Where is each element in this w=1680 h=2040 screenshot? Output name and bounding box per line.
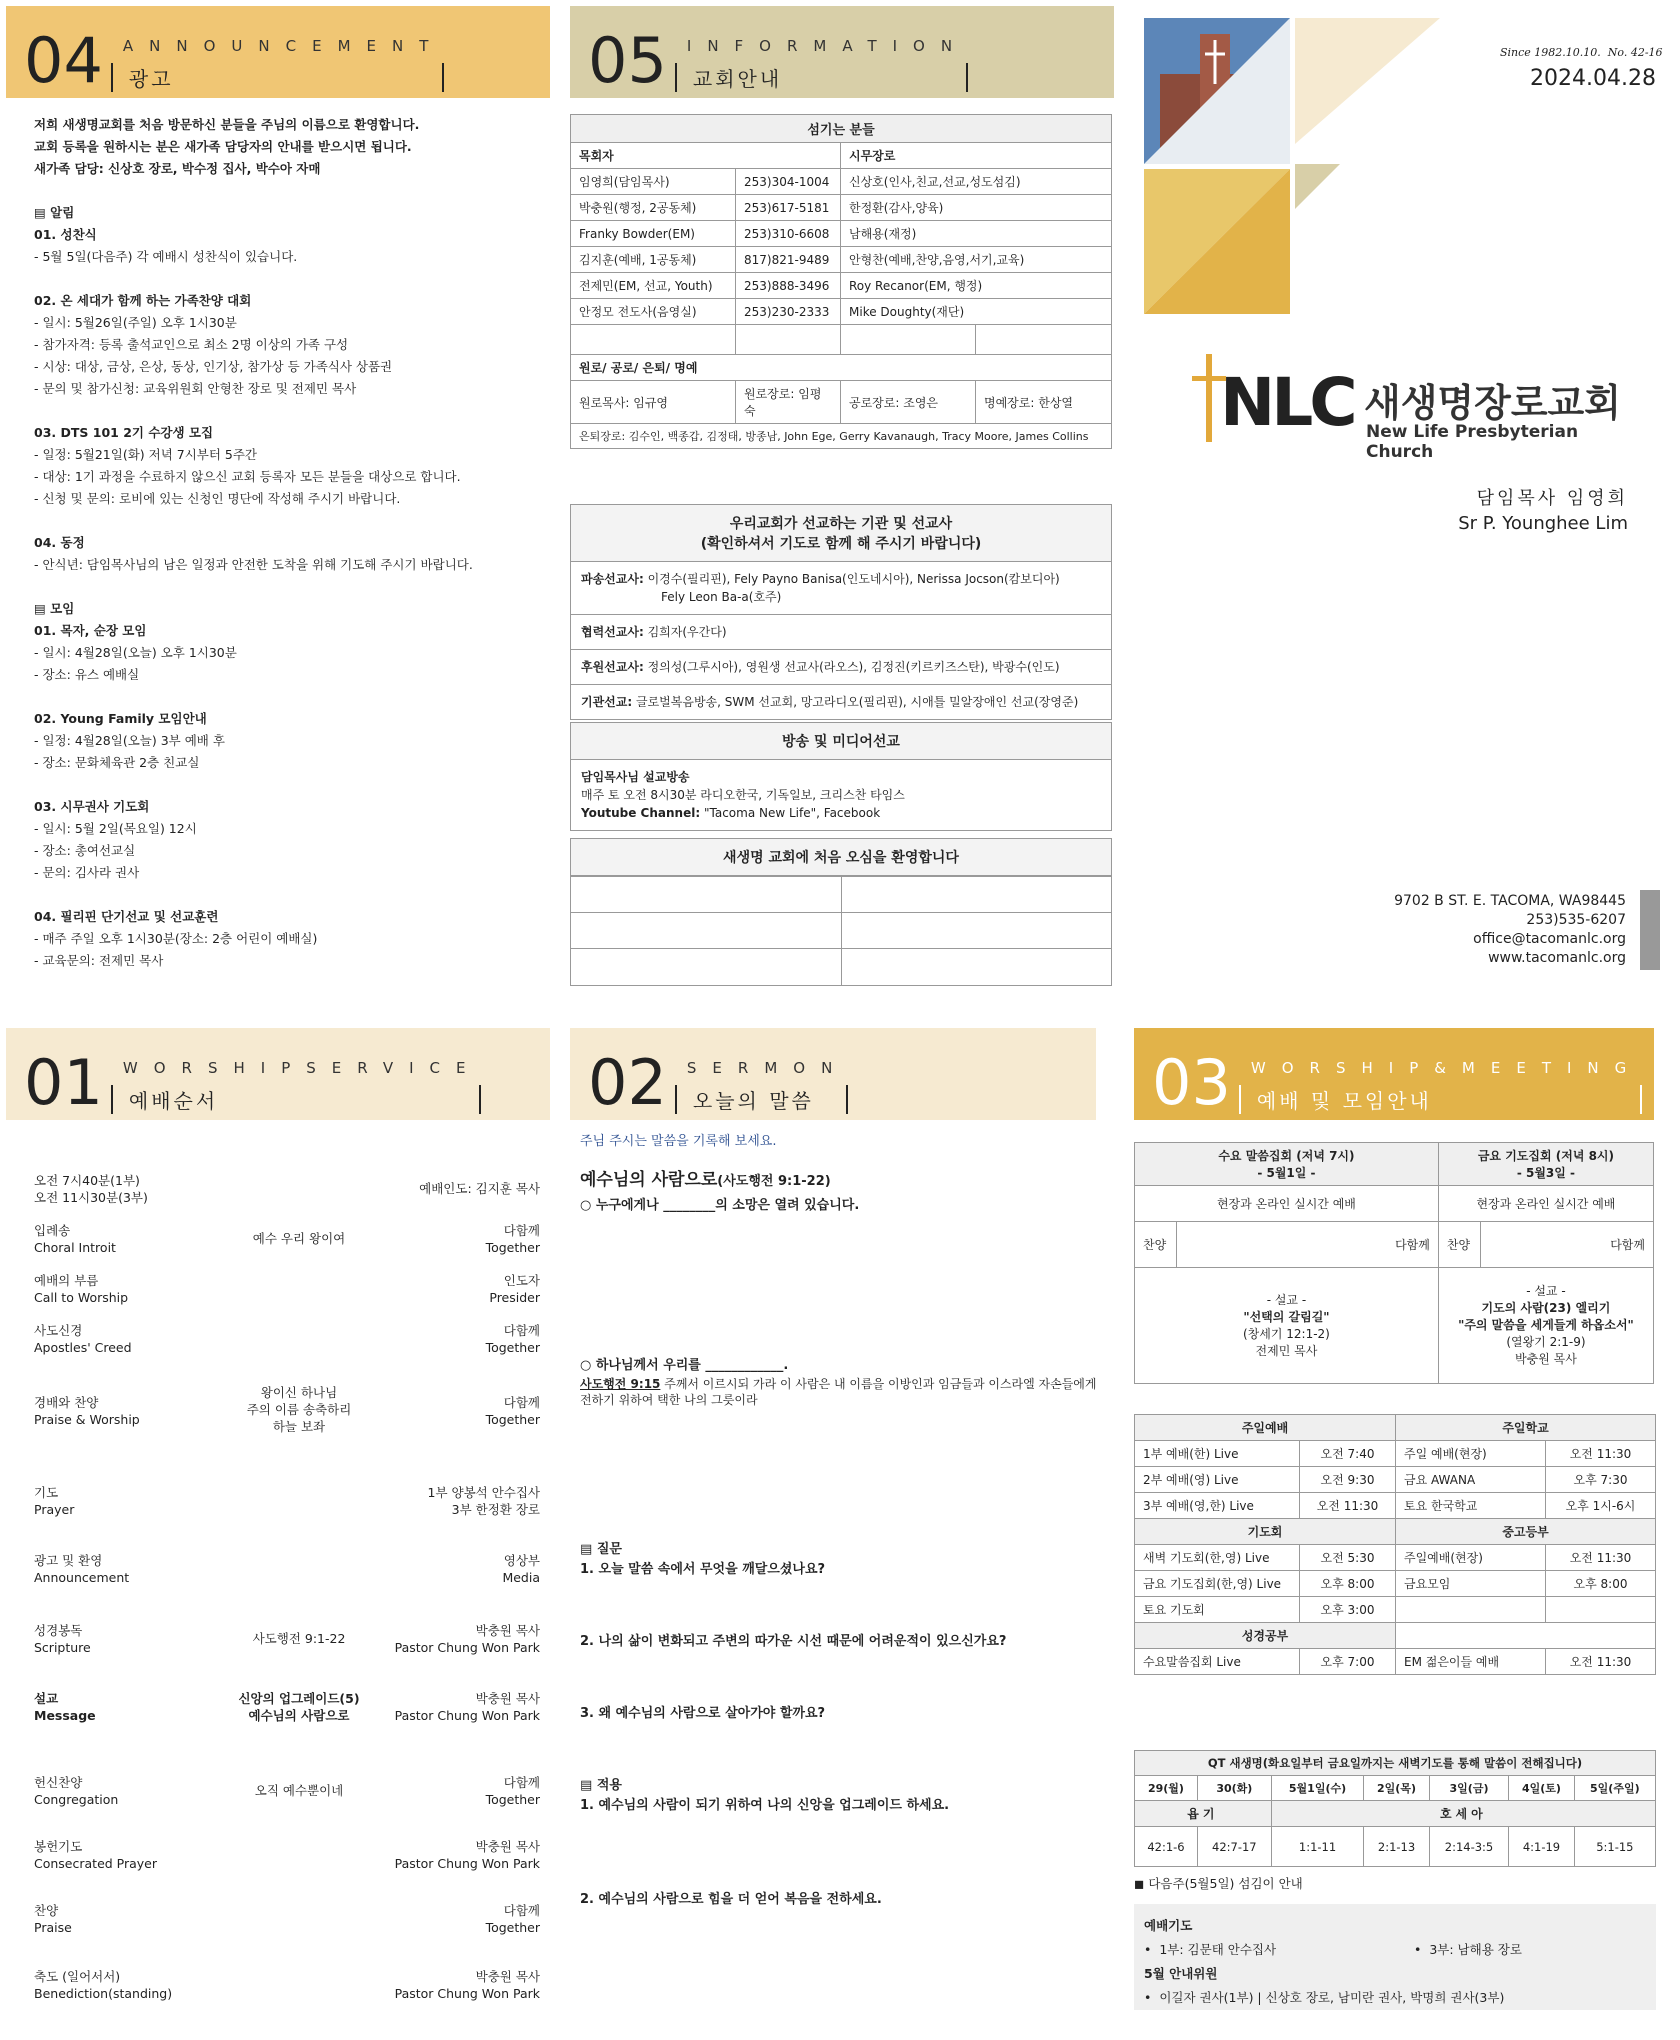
section-label: 알림 xyxy=(50,205,75,220)
table-row: 수요말씀집회 Live 오후 7:00 EM 젊은이들 예배 오전 11:30 xyxy=(1135,1649,1656,1675)
staff-table xyxy=(570,114,1112,449)
order-leader: 박충원 목사 Pastor Chung Won Park xyxy=(394,1623,540,1655)
order-item xyxy=(34,1968,540,2014)
order-label: 헌신찬양 Congregation xyxy=(34,1775,119,1807)
order-label: 기도 Prayer xyxy=(34,1485,75,1517)
notice-line: - 안식년: 담임목사님의 남은 일정과 안전한 도착을 위해 기도해 주시기 바랍니다. xyxy=(34,557,473,572)
order-item xyxy=(34,1838,540,1884)
table-row: 3부 예배(영,한) Live 오전 11:30 토요 한국학교 오후 1시-6시 xyxy=(1135,1493,1656,1519)
meeting-line: - 일시: 4월28일(오늘) 오후 1시30분 xyxy=(34,645,237,660)
sermon-notes xyxy=(580,1132,1100,1910)
circle-icon: ○ xyxy=(580,1358,596,1373)
meeting-line: - 장소: 총여선교실 xyxy=(34,843,136,858)
table-row: 원로목사: 임규영 원로장로: 임평숙 공로장로: 조영은 명예장로: 한상열 xyxy=(571,381,1112,424)
order-leader: 박충원 목사 Pastor Chung Won Park xyxy=(394,1969,540,2001)
notice-title: 01. 성찬식 xyxy=(34,227,97,242)
media-box: 방송 및 미디어선교 담임목사님 설교방송 매주 토 오전 8시30분 라디오한국, 기독일보, 크리스찬 타임스 Youtube Channel: "Tacoma New Life", Facebook xyxy=(570,722,1112,831)
application-heading: 적용 xyxy=(596,1778,622,1793)
order-label: 입례송 Choral Introit xyxy=(34,1223,116,1255)
church-logo xyxy=(1192,354,1632,462)
welcome-box xyxy=(570,838,1112,986)
leader: 예배인도: 김지훈 목사 xyxy=(419,1181,540,1196)
circle-icon: ○ xyxy=(580,1198,596,1213)
table-row: 전제민(EM, 선교, Youth) 253)888-3496 Roy Recanor(EM, 행정) xyxy=(571,273,1112,299)
order-label: 경배와 찬양 Praise & Worship xyxy=(34,1395,140,1427)
list-icon: ▤ xyxy=(580,1778,597,1793)
church-collage-image xyxy=(1140,14,1450,334)
order-item xyxy=(34,1622,540,1668)
church-contact xyxy=(1394,892,1626,968)
column-header: 원로/ 공로/ 은퇴/ 명예 xyxy=(571,355,1112,381)
midweek-table: 수요 말씀집회 (저녁 7시) - 5월1일 - 금요 기도집회 (저녁 8시) - 5월3일 - 현장과 온라인 실시간 예배 현장과 온라인 실시간 예배 찬양 다함께 찬양 다함께 - 설교 - "선택의 갈림길" (창세기 12:1-2) 전제민 목사 - 설교 - 기도의 사람(23) 엘리기 "주의 말씀을 세게들게 하옵소서" (열왕기 2:1-9) 박충원 목사 xyxy=(1134,1142,1654,1384)
order-content: 왕이신 하나님 주의 이름 송축하리 하늘 보좌 xyxy=(246,1385,352,1434)
table-row: 김지훈(예배, 1공동체) 817)821-9489 안형찬(예배,찬양,음영,서기,교육) xyxy=(571,247,1112,273)
table-row: 안정모 전도사(음영실) 253)230-2333 Mike Doughty(재단) xyxy=(571,299,1112,325)
website: www.tacomanlc.org xyxy=(1488,950,1626,966)
church-name-en: New Life Presbyterian Church xyxy=(1366,422,1579,462)
notice-line: - 일정: 5월21일(화) 저녁 7시부터 5주간 xyxy=(34,447,258,462)
mission-row: 파송선교사: 이경수(필리핀), Fely Payno Banisa(인도네시아), Nerissa Jocson(캄보디아) Fely Leon Ba-a(호주) xyxy=(571,562,1111,615)
order-item xyxy=(34,1484,540,1530)
mission-box xyxy=(570,504,1112,720)
order-label: 봉헌기도 Consecrated Prayer xyxy=(34,1839,158,1871)
address: 9702 B ST. E. TACOMA, WA98445 xyxy=(1394,893,1626,909)
meeting-title: 03. 시무권사 기도회 xyxy=(34,799,150,814)
notice-line: - 신청 및 문의: 로비에 있는 신청인 명단에 작성해 주시기 바랍니다. xyxy=(34,491,401,506)
order-leader: 영상부 Media xyxy=(502,1553,540,1585)
qt-table: QT 새생명(화요일부터 금요일까지는 새벽기도를 통해 말씀이 전해집니다) 29(월) 30(화) 5월1일(수) 2일(목) 3일(금) 4일(토) 5일(주일) 욥기 호세아 42:1-6 42:7-17 1:1-11 2:1-13 2:14-3:5 4:1-19 5:1-15 xyxy=(1134,1750,1656,1867)
section-number: 01 xyxy=(24,1046,103,1119)
order-content: 오직 예수뿐이네 xyxy=(254,1783,344,1798)
meeting-line: - 매주 주일 오후 1시30분(장소: 2층 어린이 예배실) xyxy=(34,931,318,946)
application: 2. 예수님의 사람으로 힘을 더 얻어 복음을 전하세요. xyxy=(580,1892,882,1907)
welcome-title: 새생명 교회에 처음 오심을 환영합니다 xyxy=(571,839,1111,876)
section-title-en: ANNOUNCEMENT xyxy=(122,37,445,55)
order-content: 예수 우리 왕이여 xyxy=(252,1231,346,1246)
section-title-ko: 오늘의 말씀 xyxy=(675,1085,848,1114)
table-row: 1부 예배(한) Live 오전 7:40 주일 예배(현장) 오전 11:30 xyxy=(1135,1441,1656,1467)
meeting-line: - 교육문의: 전제민 목사 xyxy=(34,953,164,968)
order-item xyxy=(34,1552,540,1598)
sermon-title: 예수님의 사람으로 xyxy=(580,1170,718,1190)
meeting-line: - 일정: 4월28일(오늘) 3부 예배 후 xyxy=(34,733,225,748)
question-heading: 질문 xyxy=(596,1542,622,1557)
section-title-ko: 예배순서 xyxy=(111,1085,482,1114)
table-row: 박충원(행정, 2공동체) 253)617-5181 한정환(감사,양육) xyxy=(571,195,1112,221)
order-leader: 다함께 Together xyxy=(485,1323,540,1355)
sermon-instruction: 주님 주시는 말씀을 기록해 보세요. xyxy=(580,1134,777,1149)
mission-row: 협력선교사: 김희자(우간다) xyxy=(571,615,1111,650)
list-icon: ▤ xyxy=(580,1542,597,1557)
list-icon: ▤ xyxy=(34,205,51,220)
table-row: 새벽 기도회(한,영) Live 오전 5:30 주일예배(현장) 오전 11:30 xyxy=(1135,1545,1656,1571)
order-content: 신앙의 업그레이드(5) 예수님의 사람으로 xyxy=(238,1691,360,1723)
meeting-line: - 장소: 유스 예배실 xyxy=(34,667,140,682)
media-title: 방송 및 미디어선교 xyxy=(571,723,1111,760)
media-heading: 담임목사님 설교방송 xyxy=(581,770,690,784)
order-leader: 박충원 목사 Pastor Chung Won Park xyxy=(394,1691,540,1723)
meeting-line: - 일시: 5월 2일(목요일) 12시 xyxy=(34,821,197,836)
intro-line: 새가족 담당: 신상호 장로, 박수정 집사, 박수아 자매 xyxy=(34,161,321,176)
intro-line: 저희 새생명교회를 처음 방문하신 분들을 주님의 이름으로 환영합니다. xyxy=(34,117,420,132)
order-item xyxy=(34,1272,540,1318)
sermon-header xyxy=(570,1028,1096,1120)
table-row xyxy=(571,325,1112,355)
section-title-ko: 예배 및 모임안내 xyxy=(1239,1085,1642,1114)
order-label: 성경봉독 Scripture xyxy=(34,1623,91,1655)
section-number: 02 xyxy=(588,1046,667,1119)
notice-line: - 문의 및 참가신청: 교육위원회 안형찬 장로 및 전제민 목사 xyxy=(34,381,357,396)
order-label: 축도 (일어서서) Benediction(standing) xyxy=(34,1969,173,2001)
notice-title: 04. 동정 xyxy=(34,535,85,550)
order-leader: 1부 양봉석 안수집사 3부 한정환 장로 xyxy=(427,1485,540,1517)
section-number: 04 xyxy=(24,24,103,97)
email: office@tacomanlc.org xyxy=(1473,931,1626,947)
order-leader: 다함께 Together xyxy=(485,1903,540,1935)
pastor-ko: 담임목사 임영희 xyxy=(1476,488,1628,509)
application: 1. 예수님의 사람이 되기 위하여 나의 신앙을 업그레이드 하세요. xyxy=(580,1798,950,1813)
column-header: 목회자 xyxy=(571,143,841,169)
since-label: Since 1982.10.10. No. 42-16 xyxy=(1500,46,1663,59)
notice-title: 02. 온 세대가 함께 하는 가족찬양 대회 xyxy=(34,293,252,308)
notice-line: - 참가자격: 등록 출석교인으로 최소 2명 이상의 가족 구성 xyxy=(34,337,349,352)
square-icon: ◼ xyxy=(1134,1876,1149,1891)
order-leader: 다함께 Together xyxy=(485,1395,540,1427)
meeting-title: 01. 목자, 순장 모임 xyxy=(34,623,147,638)
notice-line: - 시상: 대상, 금상, 은상, 동상, 인기상, 참가상 등 가족식사 상품권 xyxy=(34,359,393,374)
notice-line: - 대상: 1기 과정을 수료하지 않으신 교회 등록자 모든 분들을 대상으로 합니다. xyxy=(34,469,461,484)
next-week-label: ◼ 다음주(5월5일) 섬김이 안내 xyxy=(1134,1876,1303,1891)
church-name-ko: 새생명장로교회 xyxy=(1364,381,1621,425)
side-bar xyxy=(1640,890,1660,970)
order-label: 광고 및 환영 Announcement xyxy=(34,1553,130,1585)
meeting-title: 02. Young Family 모임안내 xyxy=(34,711,207,726)
question: 3. 왜 예수님의 사람으로 살아가야 할까요? xyxy=(580,1706,826,1721)
phone: 253)535-6207 xyxy=(1526,912,1626,928)
section-number: 03 xyxy=(1152,1046,1231,1119)
question: 2. 나의 삶이 변화되고 주변의 따가운 시선 때문에 어려운적이 있으신가요? xyxy=(580,1634,1007,1649)
section-title-en: WORSHIP&MEETING xyxy=(1250,1059,1643,1077)
verse-text: 주께서 이르시되 가라 이 사람은 내 이름을 이방인과 임금들과 이스라엘 자손들에게 전하기 위하여 택한 나의 그릇이라 xyxy=(580,1377,1097,1407)
order-item xyxy=(34,1774,540,1820)
information-header xyxy=(570,6,1114,98)
intro-line: 교회 등록을 원하시는 분은 새가족 담당자의 안내를 받으시면 됩니다. xyxy=(34,139,412,154)
logo-text: NLC xyxy=(1220,364,1354,441)
media-line: 매주 토 오전 8시30분 라디오한국, 기독일보, 크리스찬 타임스 xyxy=(581,788,905,802)
section-title-en: SERMON xyxy=(686,1059,849,1077)
order-item xyxy=(34,1322,540,1368)
bulletin-date: 2024.04.28 xyxy=(1530,66,1656,91)
order-item xyxy=(34,1690,540,1736)
mission-row: 후원선교사: 정의성(그루시아), 영원생 선교사(라오스), 김정진(키르키즈스탄), 박광수(인도) xyxy=(571,650,1111,685)
section-title-ko: 광고 xyxy=(111,63,444,92)
table-row: 임영희(담임목사) 253)304-1004 신상호(인사,친교,선교,성도섬김) xyxy=(571,169,1112,195)
section-number: 05 xyxy=(588,24,667,97)
section-label: 모임 xyxy=(50,601,75,616)
mission-title: 우리교회가 선교하는 기관 및 선교사 xyxy=(729,516,953,532)
order-label: 사도신경 Apostles' Creed xyxy=(34,1323,132,1355)
verse-reference: 사도행전 9:15 xyxy=(580,1377,661,1391)
table-title: 섬기는 분들 xyxy=(571,115,1112,143)
sermon-point: 누구에게나 ________의 소망은 열려 있습니다. xyxy=(595,1198,860,1213)
list-icon: ▤ xyxy=(34,601,51,616)
order-leader: 인도자 Presider xyxy=(489,1273,540,1305)
cover-graphic xyxy=(1140,14,1450,334)
order-item xyxy=(34,1902,540,1948)
announcement-body xyxy=(34,114,554,972)
pastor-en: Sr P. Younghee Lim xyxy=(1458,513,1628,534)
order-item xyxy=(34,1222,540,1268)
meeting-line: - 문의: 김사라 권사 xyxy=(34,865,140,880)
order-leader: 박충원 목사 Pastor Chung Won Park xyxy=(394,1839,540,1871)
table-row: 은퇴장로: 김수인, 백종갑, 김정태, 방종남, John Ege, Gerry Kavanaugh, Tracy Moore, James Collins xyxy=(571,424,1112,449)
mission-row: 기관선교: 글로벌복음방송, SWM 선교회, 망고라디오(필리핀), 시애틀 밀알장애인 선교(장영준) xyxy=(581,695,1079,709)
mission-subtitle: (확인하셔서 기도로 함께 해 주시기 바랍니다) xyxy=(700,536,982,552)
announcement-header xyxy=(6,6,550,98)
meeting-title: 04. 필리핀 단기선교 및 선교훈련 xyxy=(34,909,219,924)
notice-title: 03. DTS 101 2기 수강생 모집 xyxy=(34,425,214,440)
sermon-point: 하나님께서 우리를 ____________. xyxy=(595,1358,789,1373)
section-title-ko: 교회안내 xyxy=(675,63,968,92)
table-row: 금요 기도집회(한,영) Live 오후 8:00 금요모임 오후 8:00 xyxy=(1135,1571,1656,1597)
table-row: 토요 기도회 오후 3:00 xyxy=(1135,1597,1656,1623)
order-label: 찬양 Praise xyxy=(34,1903,72,1935)
media-line: "Tacoma New Life", Facebook xyxy=(703,806,881,820)
order-leader: 다함께 Together xyxy=(485,1223,540,1255)
notice-line: - 5월 5일(다음주) 각 예배시 성찬식이 있습니다. xyxy=(34,249,298,264)
section-title-en: WORSHIPSERVICE xyxy=(122,1059,482,1077)
order-content: 사도행전 9:1-22 xyxy=(252,1631,346,1646)
table-row: 2부 예배(영) Live 오전 9:30 금요 AWANA 오후 7:30 xyxy=(1135,1467,1656,1493)
meeting-line: - 장소: 문화체육관 2층 친교실 xyxy=(34,755,200,770)
sermon-reference: (사도행전 9:1-22) xyxy=(717,1174,831,1189)
question: 1. 오늘 말씀 속에서 무엇을 깨달으셨나요? xyxy=(580,1562,826,1577)
order-label: 설교 Message xyxy=(34,1691,96,1723)
column-header: 시무장로 xyxy=(841,143,1112,169)
service-times: 오전 7시40분(1부) 오전 11시30분(3부) 예배인도: 김지훈 목사 xyxy=(34,1173,540,1205)
section-title-en: INFORMATION xyxy=(686,37,969,55)
order-item xyxy=(34,1385,540,1440)
table-row: Franky Bowder(EM) 253)310-6608 남해용(재정) xyxy=(571,221,1112,247)
order-label: 예배의 부름 Call to Worship xyxy=(34,1273,129,1305)
meeting-header xyxy=(1134,1028,1654,1120)
order-leader: 다함께 Together xyxy=(485,1775,540,1807)
notice-line: - 일시: 5월26일(주일) 오후 1시30분 xyxy=(34,315,237,330)
worship-header xyxy=(6,1028,550,1120)
schedule-table: 주일예배 주일학교 1부 예배(한) Live 오전 7:40 주일 예배(현장) 오전 11:30 2부 예배(영) Live 오전 9:30 금요 AWANA 오후 7:30 3부 예배(영,한) Live 오전 11:30 토요 한국학교 오후 1시-6시 기도회 중고등부 새벽 기도회(한,영) Live 오전 5:30 주일예배(현장) 오전 11:30 금요 기도집회(한,영) Live 오후 8:00 금요모임 오후 8:00 토요 기도회 오후 3:00 성경공부 수요말씀집회 Live 오후 7:00 EM 젊은이들 예배 오전 11:30 xyxy=(1134,1414,1656,1675)
servant-box: 예배기도 • 1부: 김문태 안수집사 • 3부: 남해용 장로 5월 안내위원 • 이길자 권사(1부) | 신상호 장로, 남미란 권사, 박명희 권사(3부) xyxy=(1134,1904,1656,2010)
